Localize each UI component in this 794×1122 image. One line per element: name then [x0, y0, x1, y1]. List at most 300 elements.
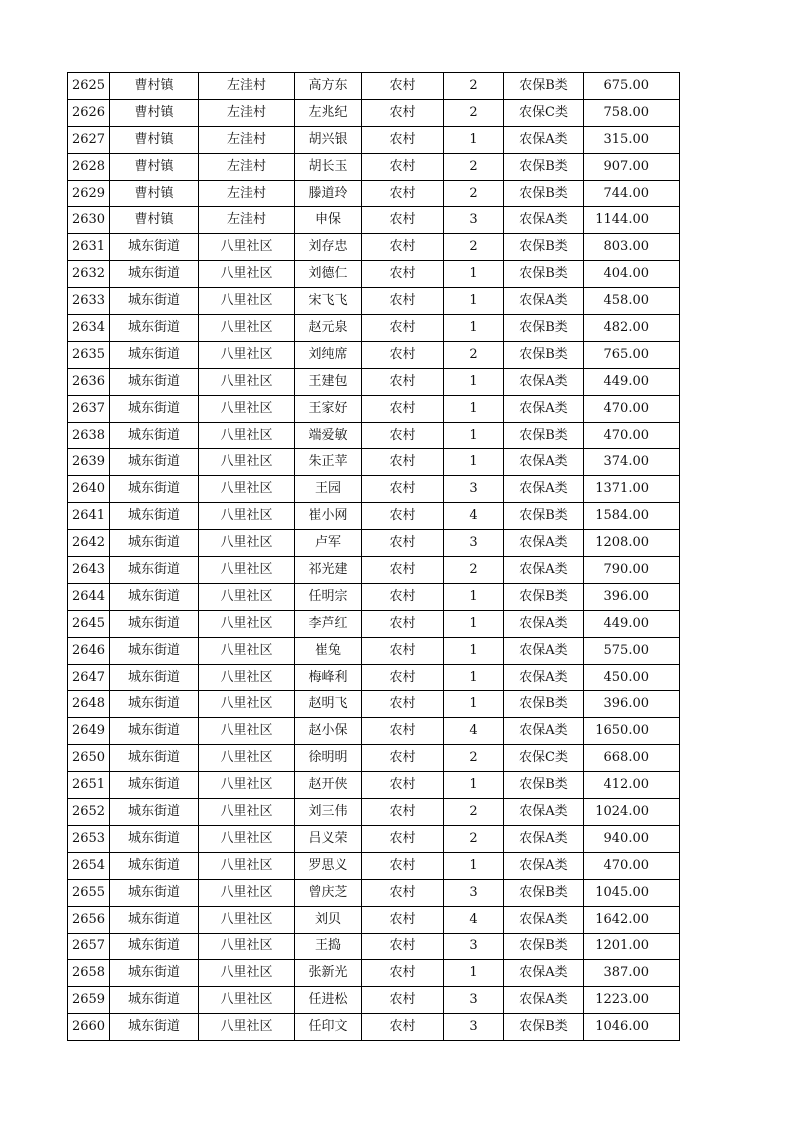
table-row [68, 960, 680, 987]
member-count-cell: 2 [444, 153, 504, 180]
insurance-category-cell: 农保C类 [504, 745, 584, 772]
community-cell: 左洼村 [199, 207, 295, 234]
household-type-cell: 农村 [362, 1014, 444, 1041]
amount-cell: 449.00 [584, 610, 680, 637]
community-cell: 八里社区 [199, 664, 295, 691]
person-name-cell: 任明宗 [295, 583, 362, 610]
amount-cell: 765.00 [584, 341, 680, 368]
amount-cell: 790.00 [584, 557, 680, 584]
town-cell: 城东街道 [110, 1014, 199, 1041]
amount-cell: 1201.00 [584, 933, 680, 960]
community-cell: 八里社区 [199, 610, 295, 637]
amount-cell: 1642.00 [584, 906, 680, 933]
row-number-cell: 2660 [68, 1014, 110, 1041]
row-number-cell: 2648 [68, 691, 110, 718]
table-row [68, 610, 680, 637]
table-row [68, 933, 680, 960]
household-type-cell: 农村 [362, 637, 444, 664]
town-cell: 城东街道 [110, 772, 199, 799]
amount-cell: 1024.00 [584, 799, 680, 826]
insurance-category-cell: 农保B类 [504, 153, 584, 180]
town-cell: 城东街道 [110, 395, 199, 422]
amount-cell: 396.00 [584, 691, 680, 718]
row-number-cell: 2646 [68, 637, 110, 664]
town-cell: 城东街道 [110, 261, 199, 288]
person-name-cell: 胡长玉 [295, 153, 362, 180]
row-number-cell: 2639 [68, 449, 110, 476]
town-cell: 城东街道 [110, 745, 199, 772]
member-count-cell: 3 [444, 476, 504, 503]
table-row [68, 180, 680, 207]
town-cell: 城东街道 [110, 987, 199, 1014]
household-type-cell: 农村 [362, 395, 444, 422]
insurance-category-cell: 农保A类 [504, 530, 584, 557]
table-row [68, 368, 680, 395]
member-count-cell: 1 [444, 772, 504, 799]
table-row [68, 583, 680, 610]
member-count-cell: 1 [444, 691, 504, 718]
member-count-cell: 2 [444, 234, 504, 261]
table-row [68, 341, 680, 368]
person-name-cell: 徐明明 [295, 745, 362, 772]
row-number-cell: 2656 [68, 906, 110, 933]
household-type-cell: 农村 [362, 610, 444, 637]
amount-cell: 482.00 [584, 315, 680, 342]
amount-cell: 758.00 [584, 99, 680, 126]
community-cell: 八里社区 [199, 476, 295, 503]
amount-cell: 315.00 [584, 126, 680, 153]
community-cell: 左洼村 [199, 73, 295, 100]
town-cell: 城东街道 [110, 852, 199, 879]
town-cell: 城东街道 [110, 422, 199, 449]
household-type-cell: 农村 [362, 207, 444, 234]
town-cell: 城东街道 [110, 315, 199, 342]
household-type-cell: 农村 [362, 261, 444, 288]
insurance-category-cell: 农保B类 [504, 772, 584, 799]
household-type-cell: 农村 [362, 987, 444, 1014]
amount-cell: 1046.00 [584, 1014, 680, 1041]
insurance-category-cell: 农保B类 [504, 879, 584, 906]
row-number-cell: 2650 [68, 745, 110, 772]
table-row [68, 73, 680, 100]
row-number-cell: 2628 [68, 153, 110, 180]
amount-cell: 940.00 [584, 825, 680, 852]
community-cell: 八里社区 [199, 234, 295, 261]
amount-cell: 803.00 [584, 234, 680, 261]
person-name-cell: 曾庆芝 [295, 879, 362, 906]
table-row [68, 153, 680, 180]
person-name-cell: 刘德仁 [295, 261, 362, 288]
town-cell: 曹村镇 [110, 180, 199, 207]
town-cell: 曹村镇 [110, 99, 199, 126]
household-type-cell: 农村 [362, 691, 444, 718]
table-row [68, 288, 680, 315]
member-count-cell: 1 [444, 960, 504, 987]
member-count-cell: 3 [444, 530, 504, 557]
amount-cell: 575.00 [584, 637, 680, 664]
table-row [68, 234, 680, 261]
row-number-cell: 2627 [68, 126, 110, 153]
table-row [68, 395, 680, 422]
member-count-cell: 1 [444, 368, 504, 395]
person-name-cell: 端爱敏 [295, 422, 362, 449]
town-cell: 城东街道 [110, 530, 199, 557]
table-row [68, 987, 680, 1014]
town-cell: 城东街道 [110, 825, 199, 852]
member-count-cell: 1 [444, 422, 504, 449]
row-number-cell: 2641 [68, 503, 110, 530]
member-count-cell: 1 [444, 852, 504, 879]
row-number-cell: 2631 [68, 234, 110, 261]
insurance-category-cell: 农保A类 [504, 852, 584, 879]
row-number-cell: 2634 [68, 315, 110, 342]
insurance-category-cell: 农保A类 [504, 799, 584, 826]
insurance-category-cell: 农保A类 [504, 449, 584, 476]
community-cell: 左洼村 [199, 99, 295, 126]
amount-cell: 387.00 [584, 960, 680, 987]
household-type-cell: 农村 [362, 583, 444, 610]
table-row [68, 637, 680, 664]
row-number-cell: 2638 [68, 422, 110, 449]
person-name-cell: 刘贝 [295, 906, 362, 933]
member-count-cell: 2 [444, 180, 504, 207]
amount-cell: 675.00 [584, 73, 680, 100]
amount-cell: 1208.00 [584, 530, 680, 557]
table-row [68, 852, 680, 879]
town-cell: 城东街道 [110, 960, 199, 987]
insurance-category-cell: 农保A类 [504, 126, 584, 153]
member-count-cell: 2 [444, 825, 504, 852]
household-type-cell: 农村 [362, 422, 444, 449]
person-name-cell: 吕义荣 [295, 825, 362, 852]
member-count-cell: 2 [444, 557, 504, 584]
amount-cell: 449.00 [584, 368, 680, 395]
community-cell: 八里社区 [199, 288, 295, 315]
table-row [68, 207, 680, 234]
insurance-category-cell: 农保B类 [504, 933, 584, 960]
community-cell: 八里社区 [199, 772, 295, 799]
member-count-cell: 4 [444, 906, 504, 933]
household-type-cell: 农村 [362, 906, 444, 933]
insurance-category-cell: 农保B类 [504, 315, 584, 342]
household-type-cell: 农村 [362, 449, 444, 476]
town-cell: 城东街道 [110, 503, 199, 530]
amount-cell: 412.00 [584, 772, 680, 799]
amount-cell: 450.00 [584, 664, 680, 691]
insurance-category-cell: 农保A类 [504, 610, 584, 637]
insurance-category-cell: 农保A类 [504, 825, 584, 852]
community-cell: 左洼村 [199, 126, 295, 153]
row-number-cell: 2635 [68, 341, 110, 368]
insurance-category-cell: 农保A类 [504, 718, 584, 745]
row-number-cell: 2652 [68, 799, 110, 826]
community-cell: 八里社区 [199, 637, 295, 664]
member-count-cell: 2 [444, 799, 504, 826]
community-cell: 八里社区 [199, 395, 295, 422]
community-cell: 八里社区 [199, 261, 295, 288]
member-count-cell: 1 [444, 395, 504, 422]
table-body [68, 73, 680, 1041]
household-type-cell: 农村 [362, 530, 444, 557]
person-name-cell: 祁光建 [295, 557, 362, 584]
insurance-category-cell: 农保B类 [504, 691, 584, 718]
member-count-cell: 1 [444, 261, 504, 288]
household-type-cell: 农村 [362, 933, 444, 960]
community-cell: 八里社区 [199, 960, 295, 987]
person-name-cell: 罗思义 [295, 852, 362, 879]
row-number-cell: 2636 [68, 368, 110, 395]
household-type-cell: 农村 [362, 745, 444, 772]
row-number-cell: 2630 [68, 207, 110, 234]
person-name-cell: 任印文 [295, 1014, 362, 1041]
household-type-cell: 农村 [362, 960, 444, 987]
row-number-cell: 2659 [68, 987, 110, 1014]
table-row [68, 476, 680, 503]
household-type-cell: 农村 [362, 718, 444, 745]
household-type-cell: 农村 [362, 368, 444, 395]
table-row [68, 799, 680, 826]
insurance-category-cell: 农保B类 [504, 583, 584, 610]
insurance-category-cell: 农保A类 [504, 288, 584, 315]
insurance-category-cell: 农保A类 [504, 637, 584, 664]
amount-cell: 744.00 [584, 180, 680, 207]
row-number-cell: 2629 [68, 180, 110, 207]
person-name-cell: 卢军 [295, 530, 362, 557]
member-count-cell: 1 [444, 610, 504, 637]
insurance-category-cell: 农保B类 [504, 341, 584, 368]
household-type-cell: 农村 [362, 799, 444, 826]
insurance-category-cell: 农保A类 [504, 987, 584, 1014]
member-count-cell: 1 [444, 583, 504, 610]
household-type-cell: 农村 [362, 664, 444, 691]
town-cell: 城东街道 [110, 476, 199, 503]
household-type-cell: 农村 [362, 879, 444, 906]
community-cell: 八里社区 [199, 825, 295, 852]
amount-cell: 1371.00 [584, 476, 680, 503]
insurance-category-cell: 农保C类 [504, 99, 584, 126]
town-cell: 城东街道 [110, 610, 199, 637]
member-count-cell: 2 [444, 745, 504, 772]
table-row [68, 664, 680, 691]
row-number-cell: 2633 [68, 288, 110, 315]
table-row [68, 530, 680, 557]
person-name-cell: 王家好 [295, 395, 362, 422]
member-count-cell: 3 [444, 207, 504, 234]
town-cell: 城东街道 [110, 449, 199, 476]
table-row [68, 261, 680, 288]
town-cell: 城东街道 [110, 906, 199, 933]
amount-cell: 907.00 [584, 153, 680, 180]
member-count-cell: 4 [444, 718, 504, 745]
table-row [68, 772, 680, 799]
table-row [68, 825, 680, 852]
amount-cell: 470.00 [584, 852, 680, 879]
insurance-category-cell: 农保A类 [504, 906, 584, 933]
member-count-cell: 1 [444, 664, 504, 691]
member-count-cell: 3 [444, 987, 504, 1014]
member-count-cell: 1 [444, 315, 504, 342]
table-row [68, 906, 680, 933]
insurance-category-cell: 农保A类 [504, 395, 584, 422]
household-type-cell: 农村 [362, 288, 444, 315]
insurance-category-cell: 农保A类 [504, 557, 584, 584]
town-cell: 城东街道 [110, 288, 199, 315]
row-number-cell: 2626 [68, 99, 110, 126]
row-number-cell: 2643 [68, 557, 110, 584]
member-count-cell: 1 [444, 288, 504, 315]
table-row [68, 879, 680, 906]
row-number-cell: 2651 [68, 772, 110, 799]
row-number-cell: 2654 [68, 852, 110, 879]
insurance-category-cell: 农保B类 [504, 180, 584, 207]
town-cell: 城东街道 [110, 691, 199, 718]
household-type-cell: 农村 [362, 503, 444, 530]
household-type-cell: 农村 [362, 341, 444, 368]
insurance-category-cell: 农保A类 [504, 476, 584, 503]
town-cell: 城东街道 [110, 799, 199, 826]
row-number-cell: 2632 [68, 261, 110, 288]
row-number-cell: 2640 [68, 476, 110, 503]
member-count-cell: 2 [444, 73, 504, 100]
member-count-cell: 1 [444, 126, 504, 153]
member-count-cell: 1 [444, 449, 504, 476]
table-row [68, 503, 680, 530]
person-name-cell: 崔兔 [295, 637, 362, 664]
person-name-cell: 梅峰利 [295, 664, 362, 691]
table-row [68, 99, 680, 126]
person-name-cell: 任进松 [295, 987, 362, 1014]
table-row [68, 557, 680, 584]
table-row [68, 422, 680, 449]
table-row [68, 691, 680, 718]
insurance-category-cell: 农保B类 [504, 1014, 584, 1041]
member-count-cell: 2 [444, 341, 504, 368]
community-cell: 八里社区 [199, 1014, 295, 1041]
row-number-cell: 2625 [68, 73, 110, 100]
row-number-cell: 2658 [68, 960, 110, 987]
household-type-cell: 农村 [362, 126, 444, 153]
town-cell: 曹村镇 [110, 153, 199, 180]
town-cell: 曹村镇 [110, 73, 199, 100]
person-name-cell: 王园 [295, 476, 362, 503]
town-cell: 城东街道 [110, 879, 199, 906]
table-row [68, 126, 680, 153]
town-cell: 城东街道 [110, 718, 199, 745]
community-cell: 八里社区 [199, 583, 295, 610]
community-cell: 八里社区 [199, 933, 295, 960]
row-number-cell: 2645 [68, 610, 110, 637]
person-name-cell: 赵明飞 [295, 691, 362, 718]
community-cell: 八里社区 [199, 799, 295, 826]
person-name-cell: 刘纯席 [295, 341, 362, 368]
town-cell: 城东街道 [110, 637, 199, 664]
insurance-category-cell: 农保A类 [504, 207, 584, 234]
town-cell: 城东街道 [110, 368, 199, 395]
table-row [68, 1014, 680, 1041]
person-name-cell: 胡兴银 [295, 126, 362, 153]
community-cell: 八里社区 [199, 449, 295, 476]
town-cell: 曹村镇 [110, 126, 199, 153]
community-cell: 左洼村 [199, 153, 295, 180]
household-type-cell: 农村 [362, 825, 444, 852]
insurance-category-cell: 农保A类 [504, 960, 584, 987]
insurance-category-cell: 农保B类 [504, 422, 584, 449]
row-number-cell: 2653 [68, 825, 110, 852]
amount-cell: 470.00 [584, 422, 680, 449]
insurance-category-cell: 农保B类 [504, 73, 584, 100]
community-cell: 八里社区 [199, 718, 295, 745]
community-cell: 八里社区 [199, 341, 295, 368]
insurance-category-cell: 农保B类 [504, 234, 584, 261]
row-number-cell: 2655 [68, 879, 110, 906]
table-row [68, 449, 680, 476]
member-count-cell: 3 [444, 933, 504, 960]
person-name-cell: 刘存忠 [295, 234, 362, 261]
person-name-cell: 滕道玲 [295, 180, 362, 207]
member-count-cell: 2 [444, 99, 504, 126]
amount-cell: 1045.00 [584, 879, 680, 906]
person-name-cell: 李芦红 [295, 610, 362, 637]
town-cell: 城东街道 [110, 341, 199, 368]
amount-cell: 1144.00 [584, 207, 680, 234]
community-cell: 八里社区 [199, 879, 295, 906]
amount-cell: 396.00 [584, 583, 680, 610]
row-number-cell: 2657 [68, 933, 110, 960]
community-cell: 八里社区 [199, 987, 295, 1014]
person-name-cell: 赵小保 [295, 718, 362, 745]
community-cell: 八里社区 [199, 745, 295, 772]
insurance-category-cell: 农保B类 [504, 261, 584, 288]
town-cell: 城东街道 [110, 557, 199, 584]
insurance-category-cell: 农保A类 [504, 368, 584, 395]
person-name-cell: 赵元泉 [295, 315, 362, 342]
person-name-cell: 高方东 [295, 73, 362, 100]
household-type-cell: 农村 [362, 234, 444, 261]
amount-cell: 1584.00 [584, 503, 680, 530]
household-type-cell: 农村 [362, 73, 444, 100]
town-cell: 城东街道 [110, 583, 199, 610]
person-name-cell: 宋飞飞 [295, 288, 362, 315]
person-name-cell: 王建包 [295, 368, 362, 395]
member-count-cell: 3 [444, 1014, 504, 1041]
household-type-cell: 农村 [362, 99, 444, 126]
household-type-cell: 农村 [362, 772, 444, 799]
community-cell: 八里社区 [199, 557, 295, 584]
household-type-cell: 农村 [362, 153, 444, 180]
person-name-cell: 张新光 [295, 960, 362, 987]
member-count-cell: 1 [444, 637, 504, 664]
records-table [67, 72, 680, 1041]
community-cell: 八里社区 [199, 691, 295, 718]
insurance-category-cell: 农保A类 [504, 664, 584, 691]
person-name-cell: 刘三伟 [295, 799, 362, 826]
amount-cell: 374.00 [584, 449, 680, 476]
town-cell: 城东街道 [110, 234, 199, 261]
household-type-cell: 农村 [362, 476, 444, 503]
community-cell: 八里社区 [199, 503, 295, 530]
town-cell: 城东街道 [110, 664, 199, 691]
amount-cell: 470.00 [584, 395, 680, 422]
community-cell: 八里社区 [199, 368, 295, 395]
amount-cell: 668.00 [584, 745, 680, 772]
person-name-cell: 崔小网 [295, 503, 362, 530]
community-cell: 八里社区 [199, 530, 295, 557]
amount-cell: 458.00 [584, 288, 680, 315]
community-cell: 左洼村 [199, 180, 295, 207]
row-number-cell: 2644 [68, 583, 110, 610]
amount-cell: 1650.00 [584, 718, 680, 745]
community-cell: 八里社区 [199, 852, 295, 879]
